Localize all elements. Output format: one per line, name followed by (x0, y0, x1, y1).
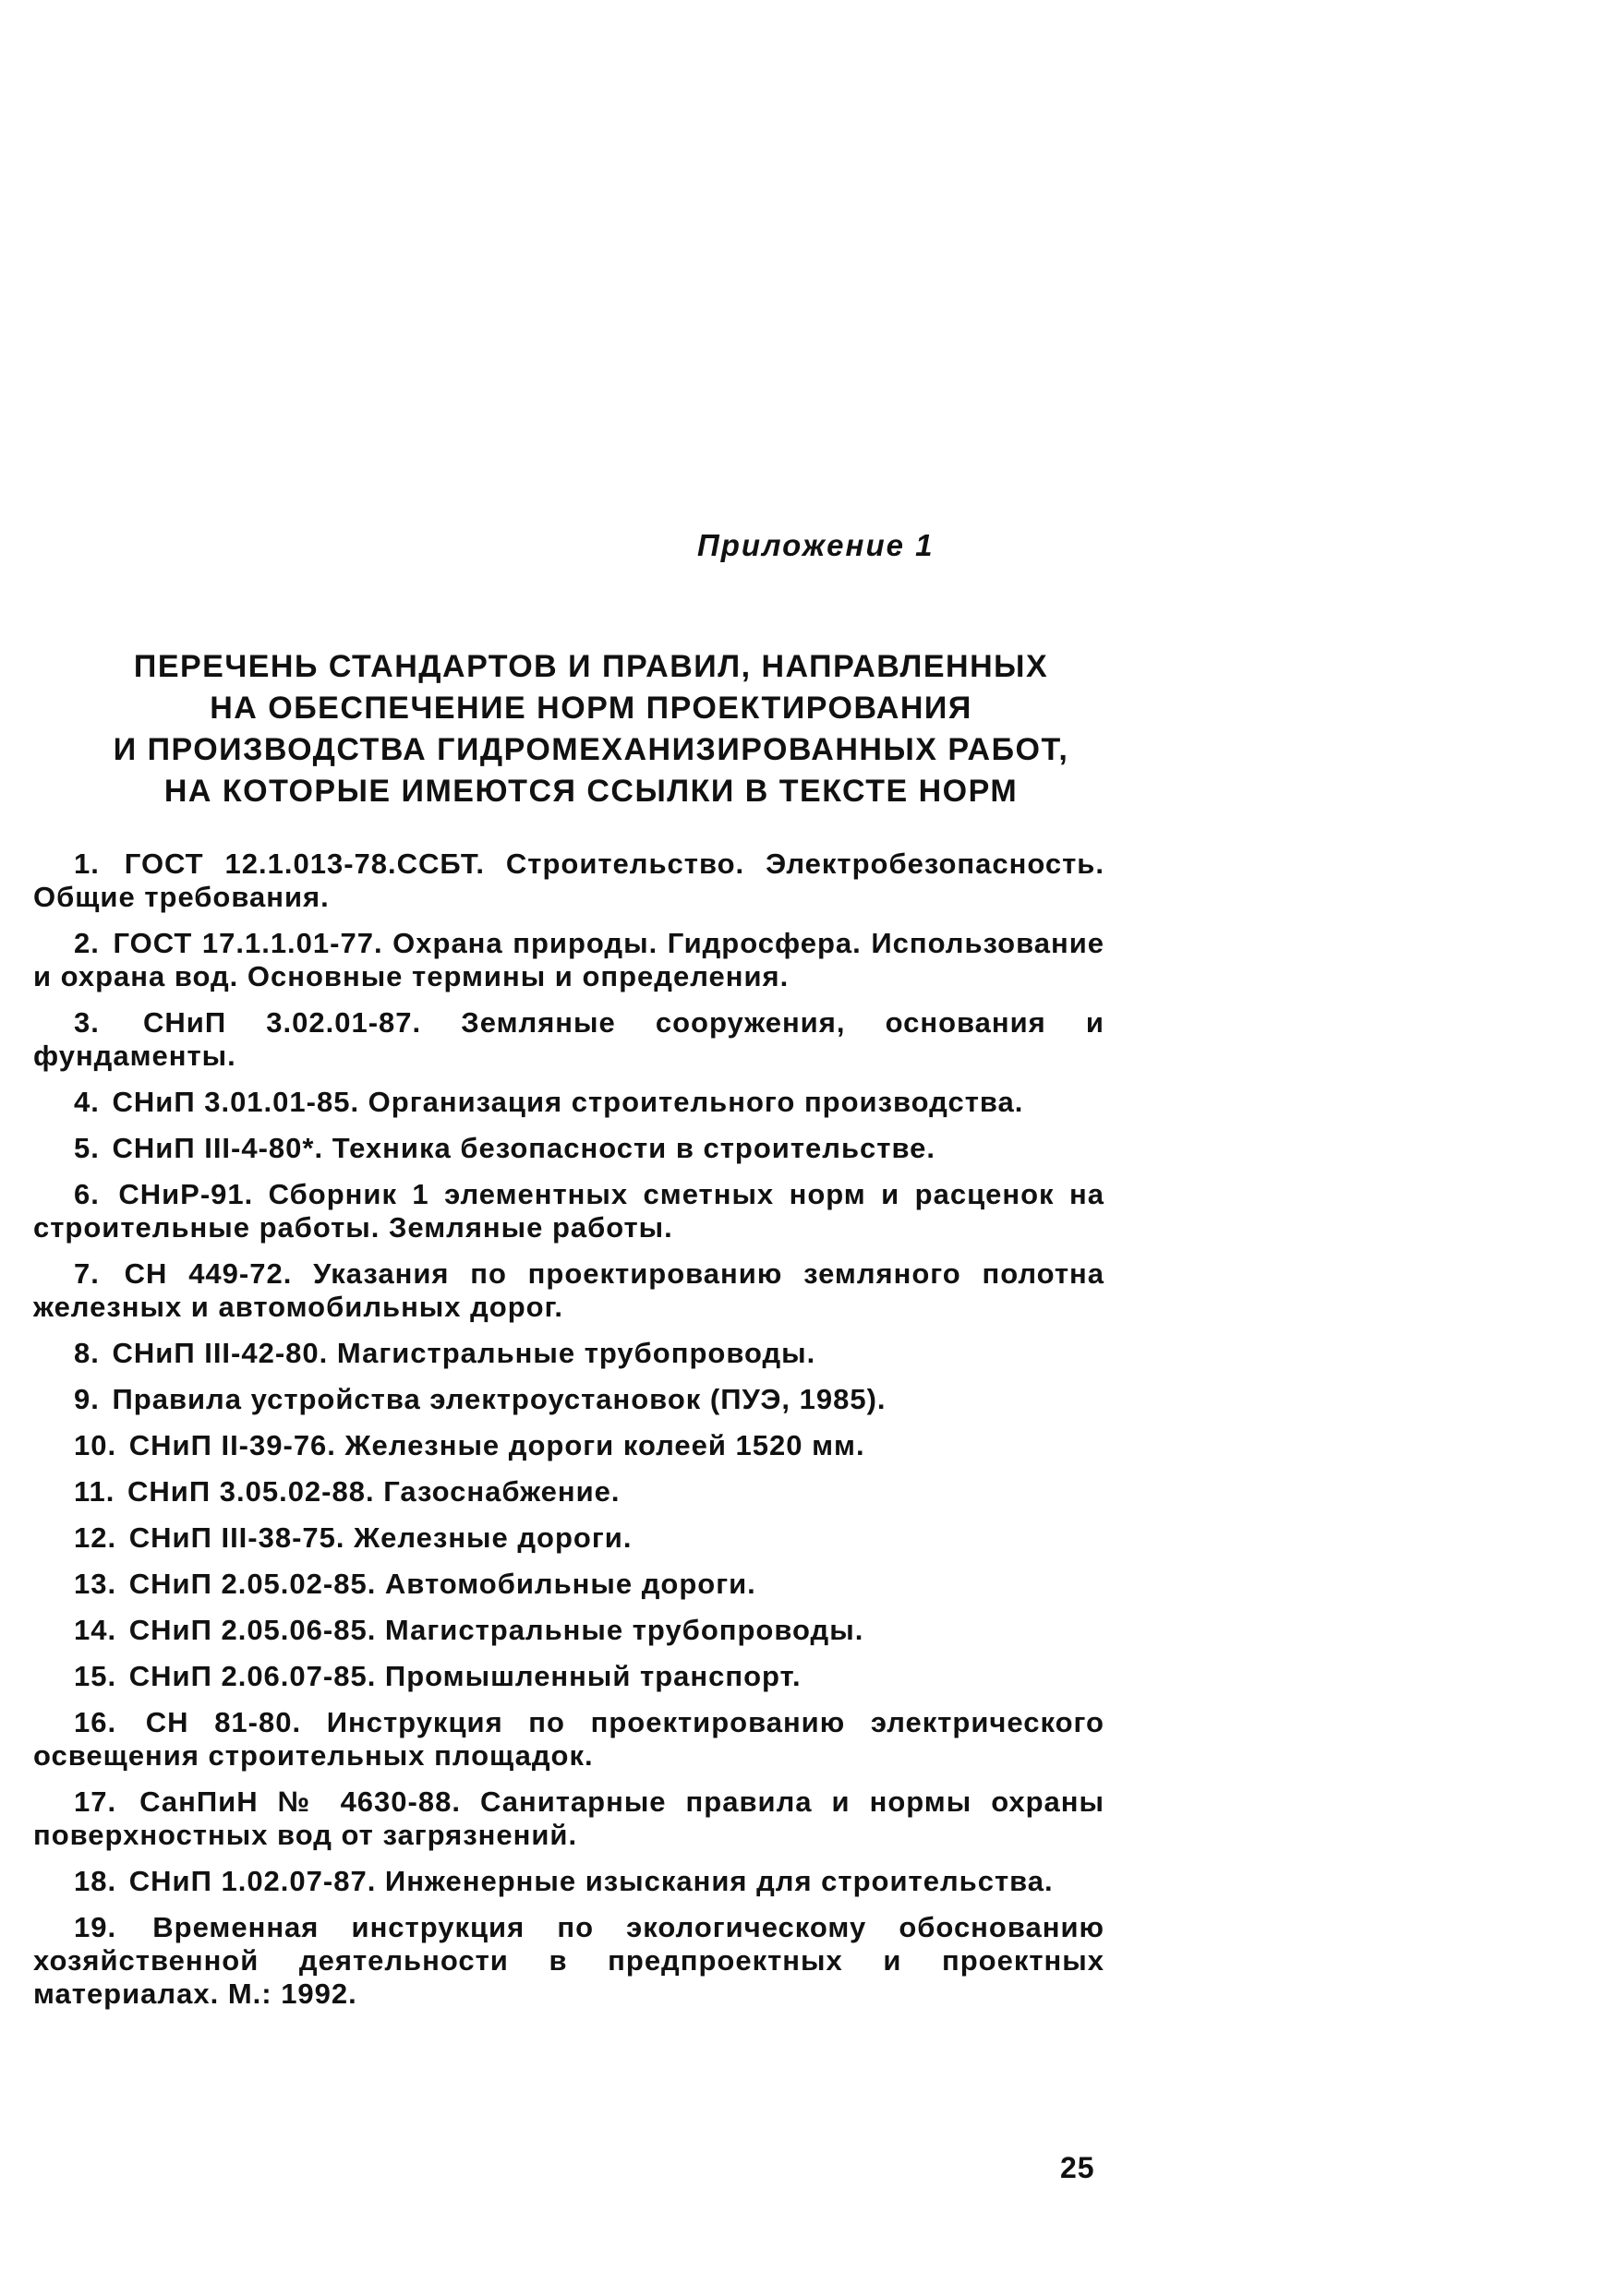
reference-text: СН 81-80. Инструкция по проектированию электрического освещения строительных площадок. (33, 1706, 1104, 1772)
reference-text: СНиП II-39-76. Железные дороги колеей 1520 мм. (128, 1429, 865, 1461)
reference-number: 17. (74, 1785, 117, 1818)
reference-number: 7. (74, 1257, 100, 1290)
reference-number: 13. (74, 1568, 117, 1600)
reference-text: Временная инструкция по экологическому обоснованию хозяйственной деятельности в предпроектных и проектных материалах. М.: 1992. (33, 1911, 1104, 2010)
reference-item (33, 1521, 1104, 1555)
reference-item (33, 1257, 1104, 1324)
reference-text: СНиП III-4-80*. Техника безопасности в строительстве. (112, 1132, 935, 1164)
heading-line: И ПРОИЗВОДСТВА ГИДРОМЕХАНИЗИРОВАННЫХ РАБОТ, (113, 732, 1069, 767)
reference-item (33, 1383, 1104, 1416)
reference-text: СН 449-72. Указания по проектированию земляного полотна железных и автомобильных дорог. (33, 1257, 1104, 1323)
reference-item (33, 1568, 1104, 1601)
reference-number: 14. (74, 1614, 117, 1646)
reference-text: СанПиН № 4630-88. Санитарные правила и нормы охраны поверхностных вод от загрязнений. (33, 1785, 1104, 1851)
reference-text: СНиП 2.05.06-85. Магистральные трубопроводы. (128, 1614, 864, 1646)
heading-line: НА КОТОРЫЕ ИМЕЮТСЯ ССЫЛКИ В ТЕКСТЕ НОРМ (163, 774, 1019, 809)
references-list (33, 847, 1104, 2024)
heading-line: ПЕРЕЧЕНЬ СТАНДАРТОВ И ПРАВИЛ, НАПРАВЛЕННЫХ (133, 649, 1049, 684)
reference-number: 4. (74, 1086, 100, 1118)
reference-number: 10. (74, 1429, 117, 1461)
reference-item (33, 847, 1104, 914)
reference-number: 5. (74, 1132, 100, 1164)
reference-number: 6. (74, 1178, 100, 1210)
reference-text: Правила устройства электроустановок (ПУЭ, 1985). (112, 1383, 887, 1415)
reference-number: 9. (74, 1383, 100, 1415)
reference-text: СНиР-91. Сборник 1 элементных сметных норм и расценок на строительные работы. Земляные работы. (33, 1178, 1104, 1244)
reference-text: СНиП 3.05.02-88. Газоснабжение. (127, 1475, 621, 1508)
reference-number: 2. (74, 927, 100, 959)
reference-item (33, 1337, 1104, 1370)
reference-item (33, 1475, 1104, 1509)
reference-text: СНиП 2.05.02-85. Автомобильные дороги. (128, 1568, 756, 1600)
reference-number: 11. (74, 1475, 115, 1508)
reference-text: СНиП 2.06.07-85. Промышленный транспорт. (128, 1660, 802, 1692)
reference-item (33, 1706, 1104, 1773)
reference-text: ГОСТ 12.1.013-78.ССБТ. Строительство. Электробезопасность. Общие требования. (33, 847, 1104, 913)
reference-item (33, 1132, 1104, 1165)
reference-item (33, 1178, 1104, 1244)
reference-text: СНиП III-42-80. Магистральные трубопроводы. (112, 1337, 816, 1369)
reference-item (33, 1086, 1104, 1119)
reference-item (33, 1660, 1104, 1693)
reference-item (33, 1006, 1104, 1073)
reference-item (33, 1865, 1104, 1898)
reference-item (33, 1429, 1104, 1462)
reference-item (33, 1911, 1104, 2011)
appendix-label: Приложение 1 (697, 528, 935, 562)
reference-number: 3. (74, 1006, 100, 1039)
reference-text: СНиП 1.02.07-87. Инженерные изыскания для строительства. (128, 1865, 1054, 1897)
reference-text: СНиП 3.02.01-87. Земляные сооружения, основания и фундаменты. (33, 1006, 1104, 1072)
reference-text: СНиП 3.01.01-85. Организация строительного производства. (112, 1086, 1024, 1118)
reference-number: 19. (74, 1911, 117, 1943)
reference-item (33, 927, 1104, 993)
reference-text: ГОСТ 17.1.1.01-77. Охрана природы. Гидросфера. Использование и охрана вод. Основные термины и определения. (33, 927, 1104, 992)
reference-number: 18. (74, 1865, 117, 1897)
heading-line: НА ОБЕСПЕЧЕНИЕ НОРМ ПРОЕКТИРОВАНИЯ (210, 691, 972, 726)
document-heading (83, 646, 1099, 812)
reference-item (33, 1785, 1104, 1852)
reference-number: 8. (74, 1337, 100, 1369)
page-number: 25 (1060, 2151, 1095, 2184)
reference-item (33, 1614, 1104, 1647)
reference-number: 1. (74, 847, 100, 880)
reference-text: СНиП III-38-75. Железные дороги. (128, 1521, 633, 1554)
reference-number: 15. (74, 1660, 117, 1692)
reference-number: 16. (74, 1706, 117, 1738)
reference-number: 12. (74, 1521, 117, 1554)
